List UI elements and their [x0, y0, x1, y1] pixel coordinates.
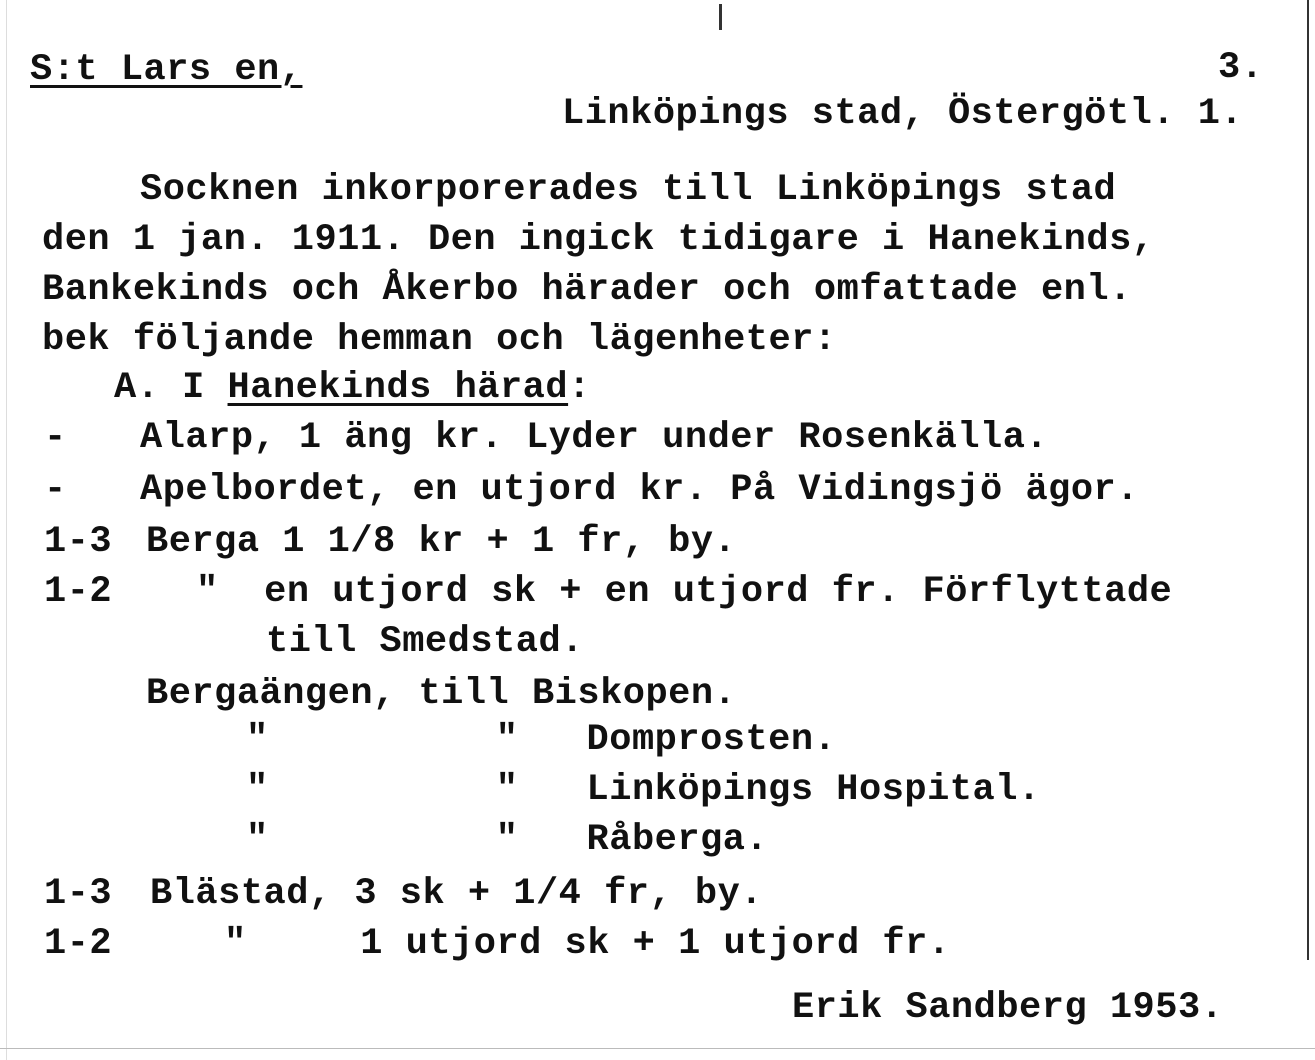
entry-text: " 1 utjord sk + 1 utjord fr. [224, 923, 951, 965]
intro-line-4: bek följande hemman och lägenheter: [42, 319, 837, 361]
card-bottom-edge [0, 1048, 1315, 1049]
entry-text: till Smedstad. [266, 621, 584, 663]
intro-line-2: den 1 jan. 1911. Den ingick tidigare i Hanekinds, [42, 219, 1155, 261]
parish-title: S:t Lars en, [30, 49, 303, 91]
entry-text: " en utjord sk + en utjord fr. Förflyttade [196, 571, 1173, 613]
section-prefix: A. I [114, 367, 228, 409]
section-heading [114, 367, 591, 409]
location-line: Linköpings stad, Östergötl. 1. [562, 93, 1244, 135]
entry-text: Blästad, 3 sk + 1/4 fr, by. [150, 873, 763, 915]
punch-mark [719, 4, 722, 30]
entry-mark: 1-2 [44, 923, 113, 965]
entry-mark: 1-2 [44, 571, 113, 613]
entry-mark: 1-3 [44, 521, 113, 563]
intro-line-1: Socknen inkorporerades till Linköpings stad [140, 169, 1117, 211]
entry-mark: 1-3 [44, 873, 113, 915]
entry-text: Berga 1 1/8 kr + 1 fr, by. [146, 521, 737, 563]
entry-text: Bergaängen, till Biskopen. [146, 673, 737, 715]
entry-text: " " Linköpings Hospital. [246, 769, 1041, 811]
card-number: 3. [1218, 47, 1264, 89]
entry-text: Alarp, 1 äng kr. Lyder under Rosenkälla. [140, 417, 1049, 459]
entry-mark: - [44, 469, 67, 511]
card-right-edge [1307, 0, 1309, 960]
card-left-edge [6, 0, 7, 1060]
entry-text: " " Domprosten. [246, 719, 837, 761]
section-suffix: : [568, 367, 591, 409]
intro-line-3: Bankekinds och Åkerbo härader och omfattade enl. [42, 269, 1132, 311]
signature: Erik Sandberg 1953. [792, 987, 1224, 1029]
entry-text: " " Råberga. [246, 819, 769, 861]
entry-text: Apelbordet, en utjord kr. På Vidingsjö ägor. [140, 469, 1139, 511]
entry-mark: - [44, 417, 67, 459]
section-name: Hanekinds härad [227, 367, 569, 409]
